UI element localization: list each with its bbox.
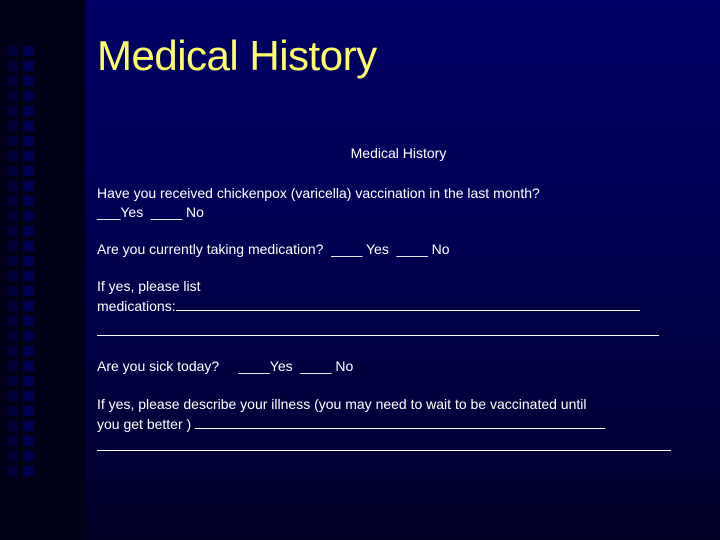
illness-line [97, 414, 712, 434]
sick-today-question[interactable]: Are you sick today? ____Yes ____ No [97, 358, 354, 374]
medication-question-block [97, 240, 712, 259]
slide-title: Medical History [97, 32, 377, 79]
illness-label: you get better ) [97, 416, 196, 432]
decorative-squares-right [23, 46, 33, 481]
medication-list-extra-line[interactable] [97, 323, 659, 336]
medication-list-block [97, 277, 712, 336]
illness-block [97, 395, 712, 451]
medication-question[interactable]: Are you currently taking medication? ____ Yes ____ No [97, 241, 450, 257]
chickenpox-answers[interactable]: ___Yes ____ No [97, 204, 204, 220]
chickenpox-question: Have you received chickenpox (varicella) vaccination in the last month? [97, 185, 540, 201]
decorative-squares-left [8, 46, 18, 481]
medication-list-label: medications: [97, 298, 176, 314]
form-heading: Medical History [350, 145, 447, 161]
illness-extra-line[interactable] [97, 438, 671, 451]
illness-field[interactable] [195, 414, 605, 429]
sick-question-block [97, 357, 712, 376]
medication-list-line [97, 296, 712, 316]
chickenpox-question-block [97, 184, 712, 222]
left-decorative-bar [0, 0, 86, 540]
medication-list-prompt: If yes, please list [97, 278, 201, 294]
medical-history-form [97, 144, 712, 451]
medication-list-field[interactable] [176, 296, 640, 311]
illness-prompt: If yes, please describe your illness (you may need to wait to be vaccinated until [97, 396, 587, 412]
